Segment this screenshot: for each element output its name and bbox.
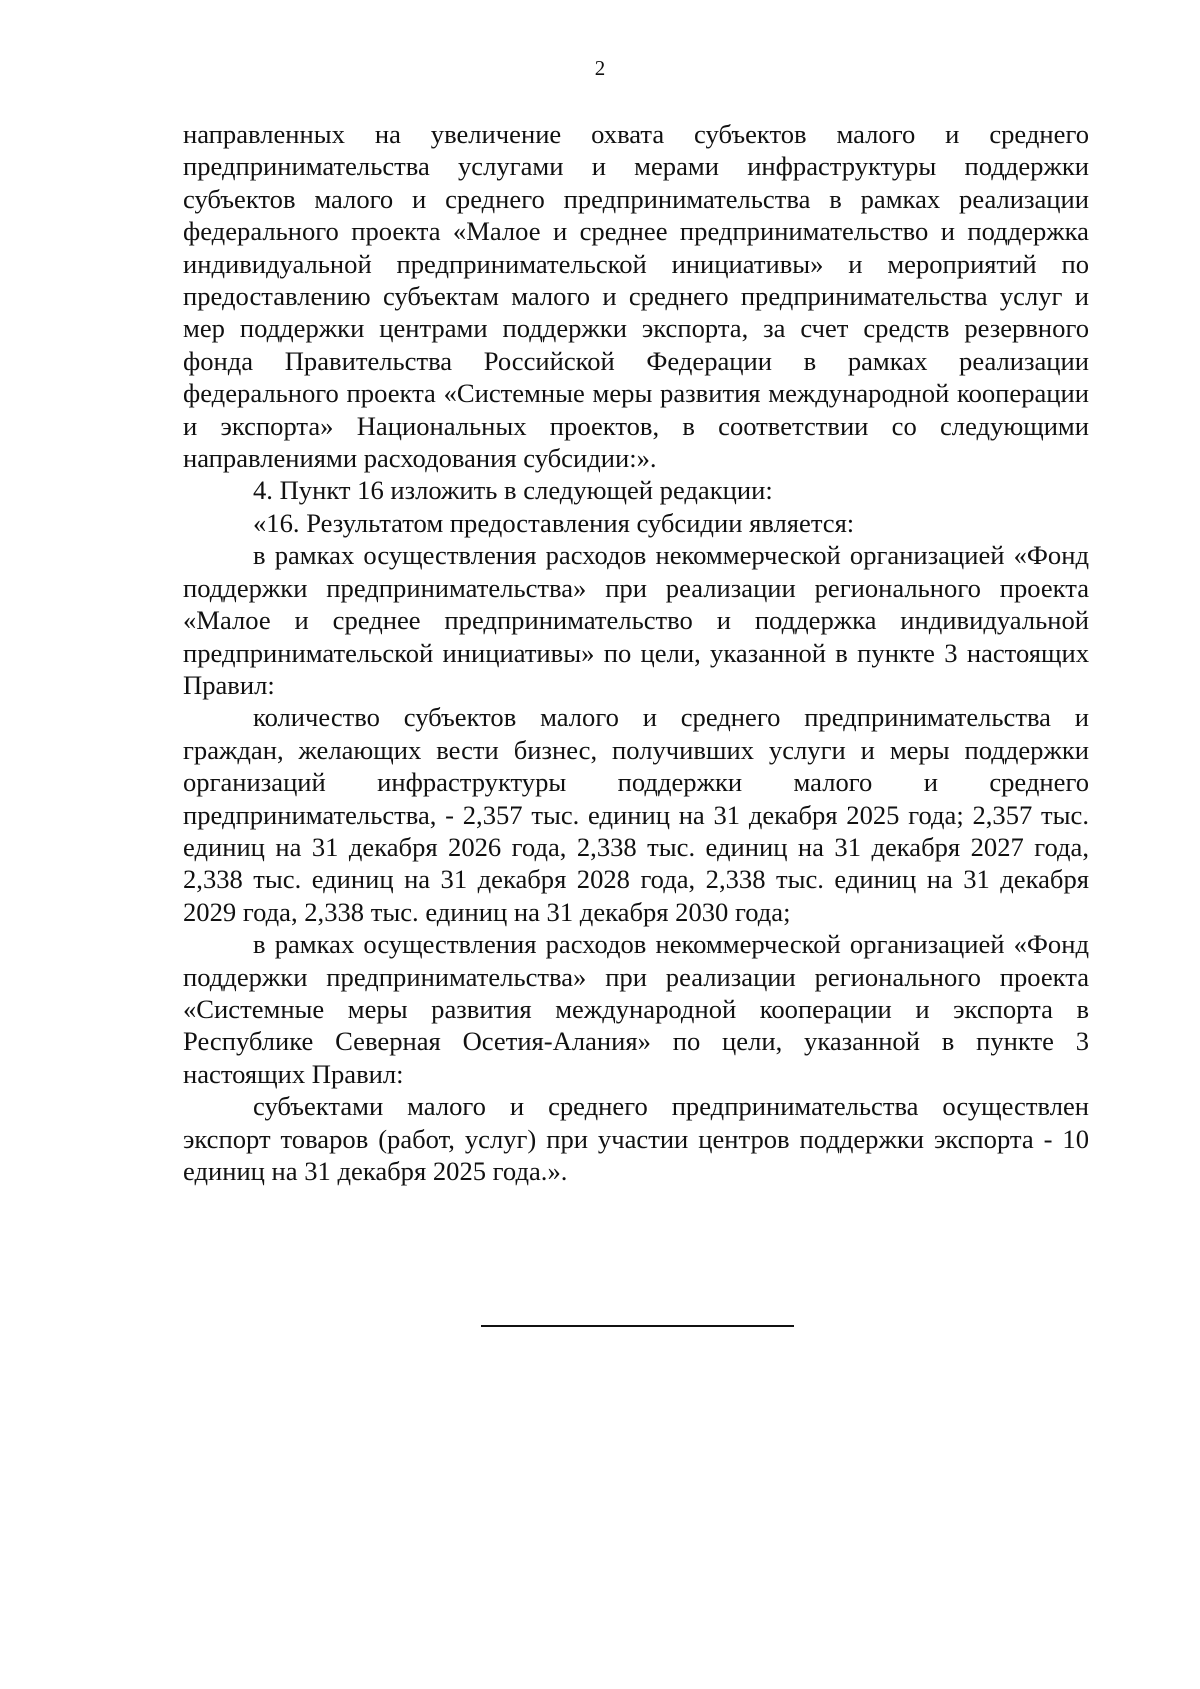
paragraph-msp-support-count: количество субъектов малого и среднего предпринимательства и граждан, желающих вести бизнес, получивших услуги и меры поддержки организаций инфраструктуры поддержки малого и среднего предпринимательства, - 2,357 тыс. единиц на 31 декабря 2025 года; 2,357 тыс. единиц на 31 декабря 2026 года, 2,338 тыс. единиц на 31 декабря 2027 года, 2,338 тыс. единиц на 31 декабря 2028 года, 2,338 тыс. единиц на 31 декабря 2029 года, 2,338 тыс. единиц на 31 декабря 2030 года; bbox=[183, 702, 1089, 927]
paragraph-item-16-heading: «16. Результатом предоставления субсидии является: bbox=[253, 507, 855, 538]
paragraph-continuation: направленных на увеличение охвата субъектов малого и среднего предпринимательства услугами и мерами инфраструктуры поддержки субъектов малого и среднего предпринимательства в рамках реализации федерального проекта «Малое и среднее предпринимательство и поддержка индивидуальной предпринимательской инициативы» и мероприятий по предоставлению субъектам малого и среднего предпринимательства услуг и мер поддержки центрами поддержки экспорта, за счет средств резервного фонда Правительства Российской Федерации в рамках реализации федерального проекта «Системные меры развития международной кооперации и экспорта» Национальных проектов, в соответствии со следующими направлениями расходования субсидии:». bbox=[183, 119, 1089, 474]
paragraph-item-4: 4. Пункт 16 изложить в следующей редакции: bbox=[253, 475, 773, 506]
end-separator-line bbox=[481, 1325, 794, 1327]
page-number: 2 bbox=[594, 56, 606, 80]
document-body bbox=[183, 118, 1089, 1187]
paragraph-export-result: субъектами малого и среднего предпринимательства осуществлен экспорт товаров (работ, услуг) при участии центров поддержки экспорта - 10 единиц на 31 декабря 2025 года.». bbox=[183, 1091, 1089, 1186]
paragraph-regional-project-export: в рамках осуществления расходов некоммерческой организацией «Фонд поддержки предпринимательства» при реализации регионального проекта «Системные меры развития международной кооперации и экспорта в Республике Северная Осетия-Алания» по цели, указанной в пункте 3 настоящих Правил: bbox=[183, 929, 1089, 1089]
paragraph-regional-project-msp: в рамках осуществления расходов некоммерческой организацией «Фонд поддержки предпринимательства» при реализации регионального проекта «Малое и среднее предпринимательство и поддержка индивидуальной предпринимательской инициативы» по цели, указанной в пункте 3 настоящих Правил: bbox=[183, 540, 1089, 700]
